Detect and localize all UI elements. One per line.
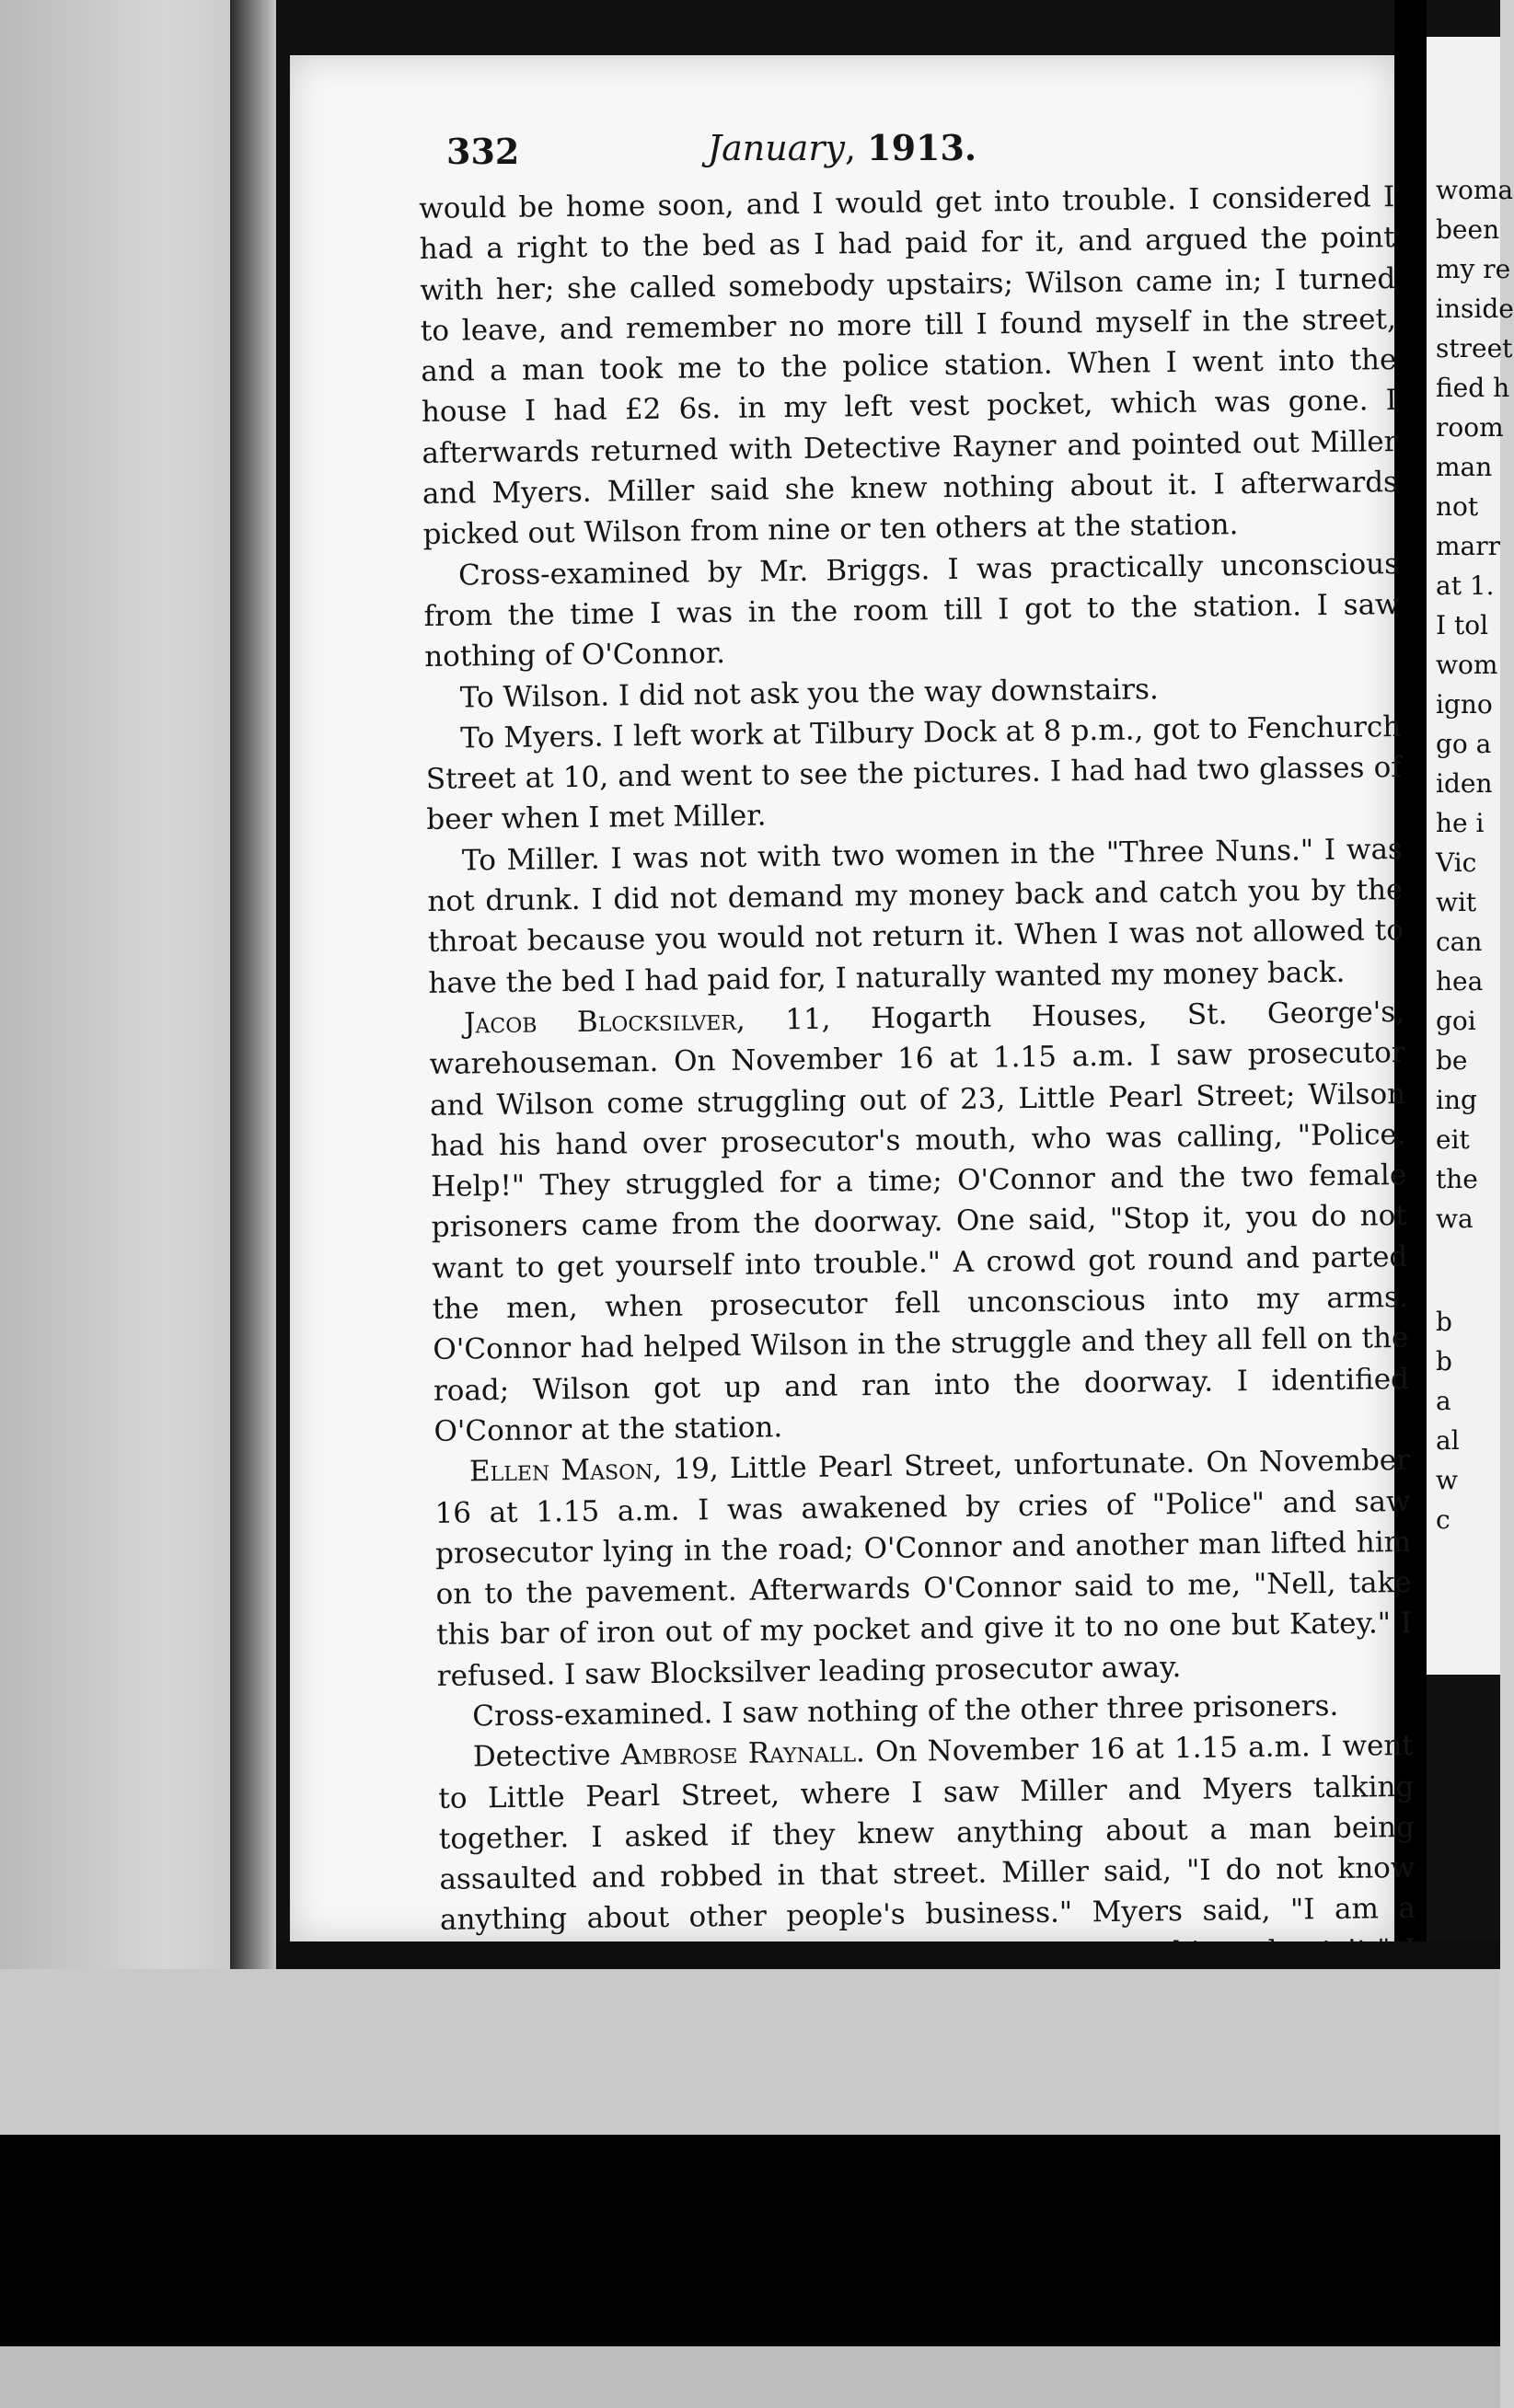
running-head-month: January	[707, 128, 845, 168]
adjacent-page-fragment: marr	[1436, 531, 1501, 561]
witness-name: Ambrose Raynall	[620, 1735, 857, 1772]
adjacent-page-fragment: wit	[1436, 887, 1477, 917]
adjacent-page-fragment: Vic	[1436, 847, 1477, 878]
adjacent-page-fragment: eit	[1436, 1124, 1470, 1155]
adjacent-page-fragment: w	[1436, 1465, 1458, 1495]
witness-name: Jacob Blocksilver	[463, 1003, 737, 1041]
testimony-paragraph: To Wilson. I did not ask you the way downstairs.	[459, 672, 1159, 715]
adjacent-page-fragment: the	[1436, 1164, 1478, 1194]
testimony-paragraph: To Miller. I was not with two women in the "Three Nuns." I was not drunk. I did not demand my money back and catch you by the throat because you would not return it. When I was not allowed to have the bed I had paid for, I naturally wanted my money back.	[427, 832, 1404, 1000]
adjacent-page-fragment: not	[1436, 491, 1479, 522]
adjacent-page-fragment: woma	[1436, 175, 1514, 205]
running-head: January, 1913.	[707, 127, 977, 168]
adjacent-page-fragment: b	[1436, 1346, 1452, 1377]
adjacent-page-fragment: street	[1436, 333, 1513, 363]
adjacent-page-fragment: can	[1436, 927, 1483, 957]
adjacent-page-fragment: go a	[1436, 729, 1492, 759]
adjacent-page-fragment: hea	[1436, 966, 1484, 997]
page-number: 332	[446, 131, 520, 172]
adjacent-page-fragment: iden	[1436, 768, 1493, 799]
testimony-paragraph: Cross-examined by Mr. Briggs. I was practically unconscious from the time I was in the room till I got to the station. I saw nothing of O'Connor.	[423, 547, 1400, 674]
scan-bottom-strip	[0, 2346, 1500, 2408]
scanner-edge-shadow	[230, 0, 276, 2116]
adjacent-page	[1427, 37, 1514, 1675]
testimony-paragraph: Cross-examined. I saw nothing of the other three prisoners.	[472, 1688, 1339, 1734]
adjacent-page-fragment: inside	[1436, 294, 1514, 324]
adjacent-page-fragment: al	[1436, 1425, 1460, 1456]
witness-paragraph: Ellen Mason, 19, Little Pearl Street, unfortunate. On November 16 at 1.15 a.m. I was awakened by cries of "Police" and saw prosecutor lying in the road; O'Connor and another man lifted him on to the pavement. Afterwards O'Connor said to me, "Nell, take this bar of iron out of my pocket and give it to no one but Katey." I refused. I saw Blocksilver leading prosecutor away.	[434, 1444, 1413, 1693]
adjacent-page-fragment: at 1.	[1436, 570, 1495, 601]
adjacent-page-fragment: igno	[1436, 689, 1493, 720]
testimony-paragraph: To Myers. I left work at Tilbury Dock at 8 p.m., got to Fenchurch Street at 10, and went to see the pictures. I had had two glasses of beer when I met Miller.	[425, 709, 1402, 837]
adjacent-page-fragment: a	[1436, 1386, 1451, 1416]
adjacent-page-fragment: wa	[1436, 1204, 1474, 1234]
adjacent-page-fragment: room	[1436, 412, 1504, 443]
adjacent-page-fragment: b	[1436, 1307, 1452, 1337]
adjacent-page-fragment: ing	[1436, 1085, 1477, 1115]
scan-black-band	[0, 2135, 1500, 2346]
running-head-year: 1913.	[867, 127, 977, 168]
adjacent-page-fragment: I tol	[1436, 610, 1489, 640]
testimony-paragraph: would be home soon, and I would get into trouble. I considered I had a right to the bed as I had paid for it, and argued the point with her; she called somebody upstairs; Wilson came in; I turned to leave, and remember no more till I found myself in the street, and a man took me to the police station. When I went into the house I had £2 6s. in my left vest pocket, which was gone. I afterwards returned with Detective Rayner and pointed out Miller and Myers. Miller said she knew nothing about it. I afterwards picked out Wilson from nine or ten others at the station.	[419, 180, 1399, 552]
witness-paragraph: Detective Ambrose Raynall. On November 16 at 1.15 a.m. I went to Little Pearl Street, where I saw Miller and Myers talking together. I asked if they knew anything about a man being assaulted and robbed in that street. Miller said, "I do not know anything about other people's business." Myers said, "I am a	[438, 1729, 1416, 1938]
adjacent-page-fragment: been	[1436, 214, 1500, 245]
witness-name: Ellen Mason	[468, 1453, 653, 1489]
page-bottom-edge	[276, 1941, 1500, 1969]
witness-paragraph: Jacob Blocksilver, 11, Hogarth Houses, St. George's, warehouseman. On November 16 at 1.15 a.m. I saw prosecutor and Wilson come struggling out of 23, Little Pearl Street; Wilson had his hand over prosecutor's mouth, who was calling, "Police. Help!" They struggled for a time; O'Connor and the two female prisoners came from the doorway. One said, "Stop it, you do not want to get yourself into trouble." A crowd got round and parted the men, when prosecutor fell unconscious into my arms. O'Connor had helped Wilson in the struggle and they all fell on the road; Wilson got up and ran into the doorway. I identified O'Connor at the station.	[429, 995, 1410, 1448]
adjacent-page-fragment: be	[1436, 1045, 1468, 1076]
adjacent-page-fragment: goi	[1436, 1006, 1476, 1036]
adjacent-page-fragment: wom	[1436, 650, 1498, 680]
adjacent-page-fragment: c	[1436, 1504, 1450, 1535]
adjacent-page-fragment: fied h	[1436, 373, 1510, 403]
adjacent-page-fragment: he i	[1436, 808, 1485, 838]
book-page	[290, 55, 1416, 1941]
adjacent-page-fragment: man	[1436, 452, 1493, 482]
scan-background-bottom	[0, 1969, 1500, 2135]
adjacent-page-fragment: my re	[1436, 254, 1511, 284]
